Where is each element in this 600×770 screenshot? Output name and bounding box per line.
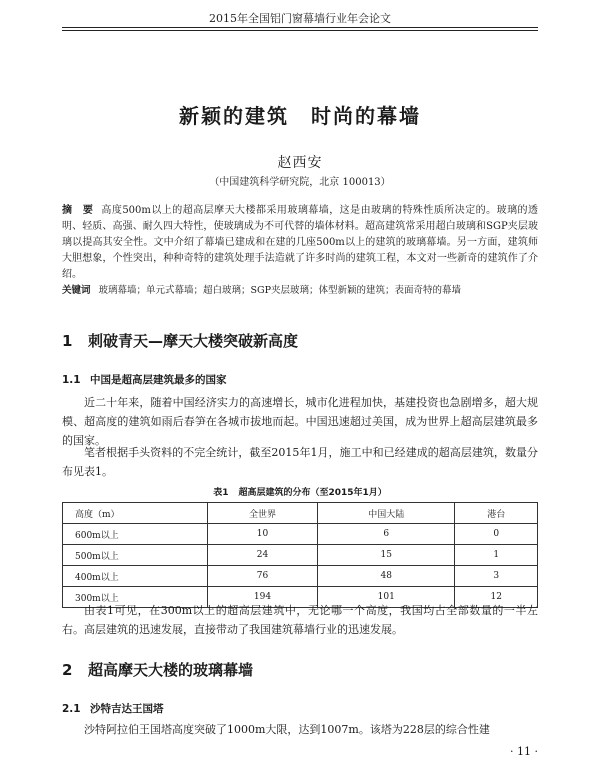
keywords-text: 玻璃幕墙；单元式幕墙；超白玻璃；SGP夹层玻璃；体型新颖的建筑；表面奇特的幕墙 — [98, 285, 462, 296]
keywords — [62, 283, 538, 299]
table-1 — [62, 502, 538, 608]
table-cell: 300m以上 — [63, 587, 208, 608]
table-cell: 194 — [208, 587, 318, 608]
table-cell: 101 — [318, 587, 455, 608]
table-1-caption — [0, 485, 600, 498]
keywords-label: 关键词 — [62, 285, 91, 296]
running-header: 2015年全国铝门窗幕墙行业年会论文 — [209, 12, 391, 25]
table-cell: 3 — [455, 566, 538, 587]
subsection-1-1-title: 中国是超高层建筑最多的国家 — [90, 374, 227, 386]
table-header-cell: 全世界 — [208, 503, 318, 524]
section-1-number: 1 — [62, 332, 73, 350]
paragraph-1: 近二十年来，随着中国经济实力的高速增长，城市化进程加快，基建投资也急剧增多，超大规模、超高度的建筑如雨后春笋在各城市拔地而起。中国迅速超过美国，成为世界上超高层建筑最多的国家。 — [62, 396, 538, 447]
subsection-2-1-number: 2.1 — [62, 703, 81, 715]
table-cell: 6 — [318, 524, 455, 545]
table-cell: 1 — [455, 545, 538, 566]
table-cell: 15 — [318, 545, 455, 566]
page-number: · 11 · — [510, 745, 538, 758]
paper-title-part1: 新颖的建筑 — [179, 104, 289, 128]
paragraph-3: 由表1可见，在300m以上的超高层建筑中，无论哪一个高度，我国均占全部数量的一半左右。高层建筑的迅速发展，直接带动了我国建筑幕墙行业的迅速发展。 — [62, 604, 538, 636]
subsection-2-1-heading — [62, 701, 164, 716]
table-header-cell: 中国大陆 — [318, 503, 455, 524]
author-name: 赵西安 — [277, 155, 323, 171]
table-row — [63, 545, 538, 566]
paper-title-part2: 时尚的幕墙 — [311, 104, 421, 128]
section-2-heading — [62, 659, 253, 680]
abstract-text: 高度500m以上的超高层摩天大楼都采用玻璃幕墙，这是由玻璃的特殊性质所决定的。玻璃的透明、轻质、高强、耐久四大特性，使玻璃成为不可代替的墙体材料。超高建筑常采用超白玻璃和SGP夹层玻璃以提高其安全性。文中介绍了幕墙已建成和在建的几座500m以上的建筑的玻璃幕墙。另一方面，建筑师大胆想象，个性突出，种种奇特的建筑处理手法造就了许多时尚的建筑工程，本文对一些新奇的建筑作了介绍。 — [62, 205, 538, 280]
table-cell: 10 — [208, 524, 318, 545]
section-1-heading — [62, 330, 298, 351]
table-1-caption-label: 表1 — [213, 488, 229, 498]
subsection-2-1-title: 沙特吉达王国塔 — [90, 703, 164, 715]
paragraph-4: 沙特阿拉伯王国塔高度突破了1000m大限，达到1007m。该塔为228层的综合性建 — [84, 723, 490, 736]
table-row — [63, 524, 538, 545]
subsection-1-1-heading — [62, 372, 227, 387]
abstract-label: 摘 要 — [62, 205, 94, 216]
section-2-title: 超高摩天大楼的玻璃幕墙 — [88, 661, 254, 679]
table-row — [63, 566, 538, 587]
paper-title — [0, 100, 600, 129]
table-header-row — [63, 503, 538, 524]
header-rule-secondary — [62, 30, 538, 31]
table-cell: 24 — [208, 545, 318, 566]
table-cell: 400m以上 — [63, 566, 208, 587]
section-1-title: 刺破青天—摩天大楼突破新高度 — [88, 332, 299, 350]
table-header-cell: 港台 — [455, 503, 538, 524]
abstract — [62, 203, 538, 283]
table-1-caption-text: 超高层建筑的分布（至2015年1月） — [238, 488, 387, 498]
table-cell: 12 — [455, 587, 538, 608]
table-cell: 76 — [208, 566, 318, 587]
table-cell: 600m以上 — [63, 524, 208, 545]
table-cell: 500m以上 — [63, 545, 208, 566]
paragraph-2: 笔者根据手头资料的不完全统计，截至2015年1月，施工中和已经建成的超高层建筑，数量分布见表1。 — [62, 446, 538, 478]
table-cell: 48 — [318, 566, 455, 587]
section-2-number: 2 — [62, 661, 73, 679]
table-header-cell: 高度（m） — [63, 503, 208, 524]
table-cell: 0 — [455, 524, 538, 545]
subsection-1-1-number: 1.1 — [62, 374, 81, 386]
header-rule — [62, 27, 538, 28]
author-affiliation: （中国建筑科学研究院，北京 100013） — [209, 177, 391, 188]
